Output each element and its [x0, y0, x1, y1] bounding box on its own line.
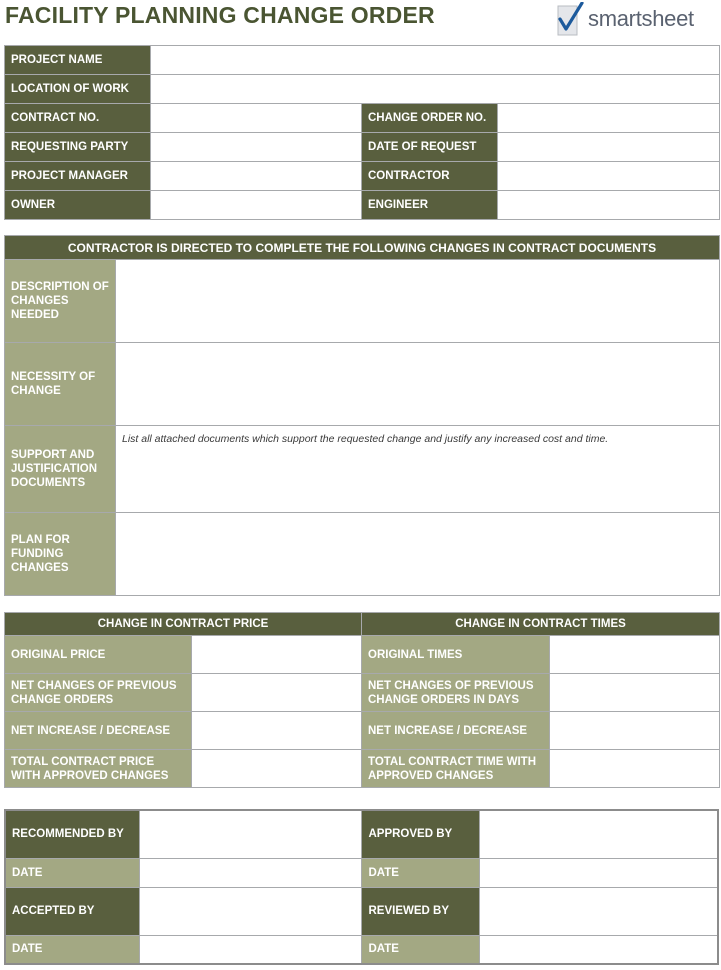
- changes-heading: CONTRACTOR IS DIRECTED TO COMPLETE THE FOLLOWING CHANGES IN CONTRACT DOCUMENTS: [5, 236, 720, 260]
- recommended-by-field[interactable]: [139, 810, 362, 858]
- times-heading: CHANGE IN CONTRACT TIMES: [362, 613, 720, 636]
- net-increase-times-label: NET INCREASE / DECREASE: [362, 712, 550, 750]
- price-times-table: [4, 612, 720, 788]
- recommended-by-label: RECOMMENDED BY: [5, 810, 139, 858]
- reviewed-by-field[interactable]: [479, 887, 718, 935]
- contract-no-field[interactable]: [151, 104, 362, 133]
- page-title: FACILITY PLANNING CHANGE ORDER: [5, 2, 435, 28]
- total-price-field[interactable]: [192, 750, 362, 788]
- accepted-by-field[interactable]: [139, 887, 362, 935]
- net-previous-times-field[interactable]: [550, 674, 720, 712]
- accepted-date-field[interactable]: [139, 935, 362, 964]
- necessity-label: NECESSITY OF CHANGE: [5, 343, 116, 426]
- approved-by-label: APPROVED BY: [362, 810, 479, 858]
- reviewed-date-field[interactable]: [479, 935, 718, 964]
- total-times-label: TOTAL CONTRACT TIME WITH APPROVED CHANGES: [362, 750, 550, 788]
- project-manager-label: PROJECT MANAGER: [5, 162, 151, 191]
- location-of-work-field[interactable]: [151, 75, 720, 104]
- approved-date-field[interactable]: [479, 858, 718, 887]
- price-heading: CHANGE IN CONTRACT PRICE: [5, 613, 362, 636]
- checkmark-icon: [555, 2, 585, 36]
- changes-table: [4, 235, 720, 596]
- recommended-date-label: DATE: [5, 858, 139, 887]
- engineer-label: ENGINEER: [362, 191, 498, 220]
- change-order-no-label: CHANGE ORDER NO.: [362, 104, 498, 133]
- contract-no-label: CONTRACT NO.: [5, 104, 151, 133]
- accepted-date-label: DATE: [5, 935, 139, 964]
- owner-field[interactable]: [151, 191, 362, 220]
- logo-text: smartsheet: [588, 6, 694, 31]
- original-times-field[interactable]: [550, 636, 720, 674]
- project-name-field[interactable]: [151, 46, 720, 75]
- change-order-no-field[interactable]: [498, 104, 720, 133]
- original-price-label: ORIGINAL PRICE: [5, 636, 192, 674]
- support-label: SUPPORT AND JUSTIFICATION DOCUMENTS: [5, 426, 116, 513]
- date-of-request-field[interactable]: [498, 133, 720, 162]
- reviewed-by-label: REVIEWED BY: [362, 887, 479, 935]
- original-price-field[interactable]: [192, 636, 362, 674]
- requesting-party-label: REQUESTING PARTY: [5, 133, 151, 162]
- owner-label: OWNER: [5, 191, 151, 220]
- recommended-date-field[interactable]: [139, 858, 362, 887]
- location-of-work-label: LOCATION OF WORK: [5, 75, 151, 104]
- support-note[interactable]: List all attached documents which support the requested change and justify any increased cost and time.: [116, 426, 720, 513]
- approved-by-field[interactable]: [479, 810, 718, 858]
- funding-label: PLAN FOR FUNDING CHANGES: [5, 513, 116, 596]
- smartsheet-logo: [555, 2, 694, 36]
- reviewed-date-label: DATE: [362, 935, 479, 964]
- project-name-label: PROJECT NAME: [5, 46, 151, 75]
- date-of-request-label: DATE OF REQUEST: [362, 133, 498, 162]
- total-price-label: TOTAL CONTRACT PRICE WITH APPROVED CHANGES: [5, 750, 192, 788]
- net-increase-times-field[interactable]: [550, 712, 720, 750]
- approved-date-label: DATE: [362, 858, 479, 887]
- project-info-table: [4, 45, 720, 220]
- net-previous-price-label: NET CHANGES OF PREVIOUS CHANGE ORDERS: [5, 674, 192, 712]
- requesting-party-field[interactable]: [151, 133, 362, 162]
- signatures-table: [4, 809, 719, 965]
- accepted-by-label: ACCEPTED BY: [5, 887, 139, 935]
- net-increase-price-field[interactable]: [192, 712, 362, 750]
- description-field[interactable]: [116, 260, 720, 343]
- engineer-field[interactable]: [498, 191, 720, 220]
- necessity-field[interactable]: [116, 343, 720, 426]
- contractor-label: CONTRACTOR: [362, 162, 498, 191]
- project-manager-field[interactable]: [151, 162, 362, 191]
- funding-field[interactable]: [116, 513, 720, 596]
- original-times-label: ORIGINAL TIMES: [362, 636, 550, 674]
- total-times-field[interactable]: [550, 750, 720, 788]
- contractor-field[interactable]: [498, 162, 720, 191]
- net-previous-price-field[interactable]: [192, 674, 362, 712]
- net-increase-price-label: NET INCREASE / DECREASE: [5, 712, 192, 750]
- description-label: DESCRIPTION OF CHANGES NEEDED: [5, 260, 116, 343]
- net-previous-times-label: NET CHANGES OF PREVIOUS CHANGE ORDERS IN DAYS: [362, 674, 550, 712]
